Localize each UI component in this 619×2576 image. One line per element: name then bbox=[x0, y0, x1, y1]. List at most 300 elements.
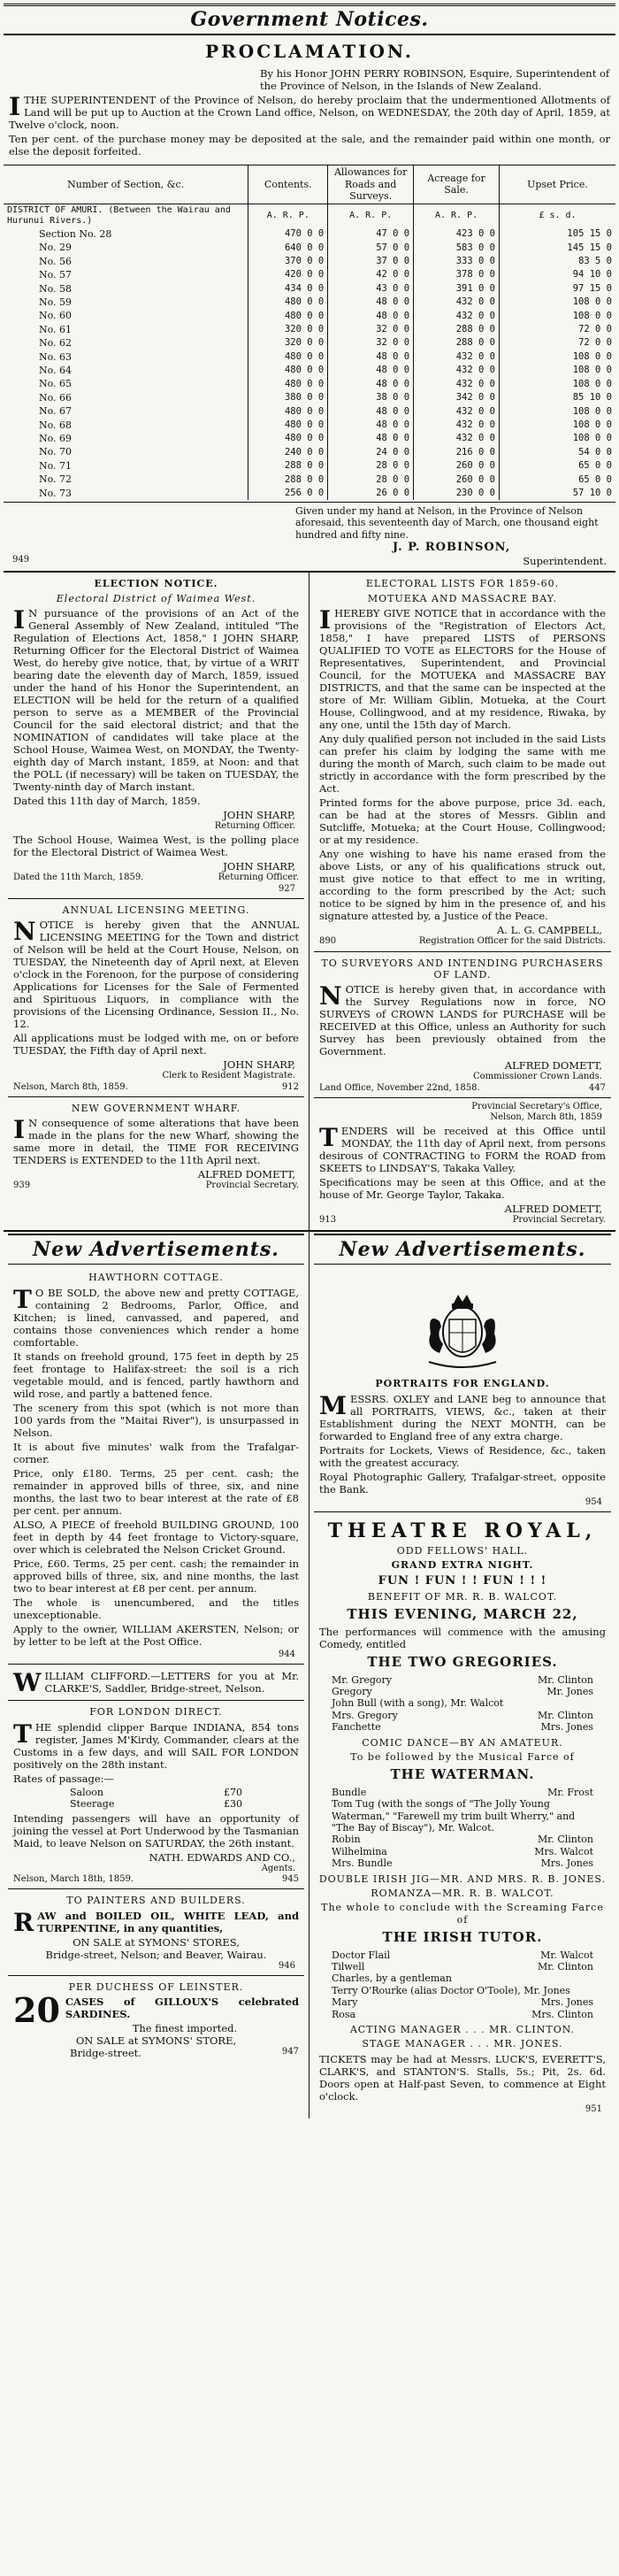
cottage-body: O BE SOLD, the above new and pretty COTTAGE, containing 2 Bedrooms, Parlor, Office, and Kitchen; is lined, canvassed, and papered, and contains those conveniences which render a home comfortable. bbox=[13, 1286, 299, 1349]
roads-cell: 48 0 0 bbox=[328, 432, 414, 445]
contents-cell: 420 0 0 bbox=[248, 268, 328, 281]
cottage-body-8: The whole is unencumbered, and the titles unexceptionable. bbox=[13, 1596, 299, 1622]
cast-row bbox=[332, 1949, 593, 1961]
cast-role: John Bull (with a song), Mr. Walcot bbox=[332, 1697, 504, 1710]
licensing-signer: JOHN SHARP, bbox=[223, 1058, 295, 1072]
election-dated-2: Dated the 11th March, 1859. bbox=[13, 873, 144, 883]
cast-role: Rosa bbox=[332, 2008, 356, 2020]
contents-cell: 480 0 0 bbox=[248, 364, 328, 377]
performances-intro: The performances will commence with the amusing Comedy, entitled bbox=[319, 1626, 606, 1651]
new-adv-title: New Advertisements. bbox=[33, 1237, 279, 1261]
comic-dance: COMIC DANCE—BY AN AMATEUR. bbox=[362, 1736, 563, 1749]
notice-number: 946 bbox=[278, 1960, 295, 1971]
notice-number: 947 bbox=[281, 2047, 299, 2057]
cast-actor: Mrs. Walcot bbox=[534, 1845, 593, 1857]
lists-subtitle: MOTUEKA AND MASSACRE BAY. bbox=[367, 592, 558, 604]
contents-cell: 380 0 0 bbox=[248, 391, 328, 404]
units-price: £ s. d. bbox=[500, 204, 616, 227]
table-row bbox=[4, 445, 615, 458]
cast-actor: Mr. Clinton bbox=[538, 1834, 593, 1846]
licensing-notice bbox=[8, 899, 304, 1097]
tenders-body-2: Specifications may be seen at this Office, and at the house of Mr. George Taylor, Takaka. bbox=[319, 1176, 606, 1202]
cottage-title: HAWTHORN COTTAGE. bbox=[88, 1272, 224, 1284]
theatre-title: THEATRE ROYAL, bbox=[327, 1519, 598, 1543]
lists-title: ELECTORAL LISTS FOR 1859-60. bbox=[365, 578, 560, 590]
painters-body: AW and BOILED OIL, WHITE LEAD, and TURPENTINE, in any quantities, bbox=[37, 1909, 299, 1934]
licensing-body: OTICE is hereby given that the ANNUAL LICENSING MEETING for the Town and district of Nelson will be held at the Court House, Nelson, on TUESDAY, the Nineteenth day of April next, at Eleven o'clock in the Forenoon, for the purpose of considering Applications for Licenses for the Sale of Fermented and Spirituous Liquors, in compliance with the provisions of the Licensing Ordinance, Session II., No. 12. bbox=[13, 919, 299, 1031]
contents-cell: 320 0 0 bbox=[248, 323, 328, 336]
acreage-cell: 288 0 0 bbox=[414, 323, 500, 336]
surveyors-notice bbox=[314, 952, 611, 1098]
table-row bbox=[4, 336, 615, 350]
section-header bbox=[4, 4, 615, 35]
lists-body-4: Any one wishing to have his name erased from the above Lists, or any of his qualifications struck out, must give notice to that effect to me in writing, according to the form prescribed by the Act; such notice to be signed by him in the presence of, and his signature attested by, a Justice of the Peace. bbox=[319, 848, 606, 923]
cottage-body-9: Apply to the owner, WILLIAM AKERSTEN, Nelson; or by letter to be left at the Post Office. bbox=[13, 1623, 299, 1649]
cast-list-3 bbox=[314, 1949, 611, 2020]
leinster-body-3: ON SALE at SYMONS' STORE, bbox=[75, 2034, 237, 2048]
play-waterman: THE WATERMAN. bbox=[390, 1766, 535, 1783]
cast-role: Charles, by a gentleman bbox=[332, 1972, 452, 1985]
price-cell: 94 10 0 bbox=[500, 268, 616, 281]
election-signer-2-title: Returning Officer. bbox=[218, 873, 299, 883]
theatre-subtitle: ODD FELLOWS' HALL. bbox=[396, 1544, 529, 1557]
surveyors-body: OTICE is hereby given that, in accordance with the Survey Regulations now in force, NO SURVEYS of CROWN LANDS for PURCHASE will be RECEIVED at this Office, unless an Authority for such Survey has been previously obtained from the Government. bbox=[319, 983, 606, 1058]
cast-role: Doctor Flail bbox=[332, 1949, 391, 1961]
cast-list-1 bbox=[314, 1674, 611, 1734]
contents-cell: 480 0 0 bbox=[248, 296, 328, 309]
london-body-2: Intending passengers will have an opportunity of joining the vessel at Port Underwood by the Tasmanian Maid, to leave Nelson on SATURDAY, the 26th instant. bbox=[13, 1811, 299, 1849]
acreage-cell: 216 0 0 bbox=[414, 445, 500, 458]
double-irish-jig: DOUBLE IRISH JIG—MR. AND MRS. R. B. JONES. bbox=[318, 1872, 607, 1885]
licensing-title: ANNUAL LICENSING MEETING. bbox=[62, 904, 250, 916]
cottage-advert bbox=[8, 1266, 304, 1665]
cottage-body-2: It stands on freehold ground, 175 feet in depth by 25 feet frontage to Halifax-street: the soil is a rich vegetable mould, and is fenced, partly hawthorn and wild rose, and partly a battened fence. bbox=[13, 1350, 299, 1400]
col-header-contents: Contents. bbox=[248, 165, 328, 204]
section-cell: No. 69 bbox=[39, 433, 73, 445]
steerage-rate: Steerage £30 bbox=[70, 1798, 242, 1811]
cast-row bbox=[332, 1697, 593, 1709]
table-row bbox=[4, 404, 615, 418]
election-subtitle: Electoral District of Waimea West. bbox=[56, 592, 256, 604]
price-cell: 72 0 0 bbox=[500, 323, 616, 336]
lists-signer: A. L. G. CAMPBELL, bbox=[496, 924, 602, 937]
roads-cell: 42 0 0 bbox=[328, 268, 414, 281]
acreage-cell: 432 0 0 bbox=[414, 296, 500, 309]
table-row bbox=[4, 419, 615, 432]
notice-number: 912 bbox=[281, 1081, 299, 1092]
price-cell: 57 10 0 bbox=[500, 487, 616, 500]
cast-role: Bundle bbox=[332, 1786, 367, 1798]
table-row bbox=[4, 268, 615, 281]
cast-actor: Mr. Clinton bbox=[538, 1960, 593, 1972]
notice-number: 913 bbox=[319, 1215, 337, 1226]
election-polling: The School House, Waimea West, is the polling place for the Electoral District of Waimea West. bbox=[13, 834, 299, 859]
this-evening: THIS EVENING, MARCH 22, bbox=[347, 1605, 578, 1622]
cast-actor: Mr. Clinton bbox=[538, 1709, 593, 1721]
contents-cell: 240 0 0 bbox=[248, 445, 328, 458]
wharf-signer: ALFRED DOMETT, bbox=[197, 1168, 295, 1181]
painters-body-3: Bridge-street, Nelson; and Beaver, Wairau. bbox=[45, 1948, 267, 1961]
price-cell: 108 0 0 bbox=[500, 419, 616, 432]
section-cell: No. 59 bbox=[39, 296, 73, 308]
roads-cell: 57 0 0 bbox=[328, 241, 414, 254]
table-row bbox=[4, 364, 615, 377]
section-cell: No. 63 bbox=[39, 350, 73, 363]
portraits-body-3: Royal Photographic Gallery, Trafalgar-street, opposite the Bank. bbox=[319, 1470, 606, 1496]
section-cell: No. 58 bbox=[39, 282, 73, 295]
surveyors-signer-title: Commissioner Crown Lands. bbox=[472, 1072, 602, 1082]
london-agents: NATH. EDWARDS AND CO., bbox=[149, 1850, 295, 1864]
section-cell: No. 68 bbox=[39, 419, 73, 431]
price-cell: 108 0 0 bbox=[500, 309, 616, 322]
notice-number: 890 bbox=[319, 936, 337, 947]
roads-cell: 47 0 0 bbox=[328, 227, 414, 241]
acreage-cell: 432 0 0 bbox=[414, 350, 500, 364]
drop-cap: T bbox=[13, 1284, 32, 1314]
cottage-body-5: Price, only £180. Terms, 25 per cent. cash; the remainder in approved bills of three, six, and nine months, the last two to bear interest at the rate of £8 per cent. per annum. bbox=[13, 1466, 299, 1518]
section-cell: No. 64 bbox=[39, 364, 73, 376]
clifford-advert bbox=[8, 1665, 304, 1701]
cast-actor: Mrs. Jones bbox=[540, 1721, 593, 1734]
signer-title: Superintendent. bbox=[523, 555, 607, 568]
cast-actor: Mr. Walcot bbox=[540, 1949, 593, 1961]
section-cell: No. 70 bbox=[39, 446, 73, 458]
table-row bbox=[4, 432, 615, 445]
price-cell: 54 0 0 bbox=[500, 445, 616, 458]
left-column bbox=[4, 573, 310, 1229]
acreage-cell: 583 0 0 bbox=[414, 241, 500, 254]
contents-cell: 256 0 0 bbox=[248, 487, 328, 500]
drop-cap: I bbox=[13, 1115, 26, 1145]
leinster-advert bbox=[8, 1976, 304, 2063]
contents-cell: 288 0 0 bbox=[248, 459, 328, 473]
price-cell: 72 0 0 bbox=[500, 336, 616, 350]
contents-cell: 370 0 0 bbox=[248, 255, 328, 268]
price-cell: 105 15 0 bbox=[500, 227, 616, 241]
acreage-cell: 432 0 0 bbox=[414, 404, 500, 418]
painters-title: TO PAINTERS AND BUILDERS. bbox=[66, 1895, 246, 1907]
cast-actor: Mrs. Clinton bbox=[531, 2008, 593, 2020]
royal-crest-icon bbox=[409, 1277, 516, 1374]
notice-number: 944 bbox=[278, 1649, 295, 1660]
proclamation-deposit: Ten per cent. of the purchase money may be deposited at the sale, and the remainder paid within one month, or else the deposit forfeited. bbox=[9, 133, 610, 158]
advertisements-columns bbox=[4, 1230, 615, 2118]
roads-cell: 32 0 0 bbox=[328, 323, 414, 336]
new-advertisements-header bbox=[8, 1234, 304, 1265]
table-row bbox=[4, 227, 615, 241]
portraits-caption: PORTRAITS FOR ENGLAND. bbox=[375, 1378, 550, 1390]
notice-number: 927 bbox=[278, 883, 295, 894]
acreage-cell: 432 0 0 bbox=[414, 364, 500, 377]
election-title: ELECTION NOTICE. bbox=[94, 578, 218, 590]
cast-row bbox=[332, 2009, 593, 2020]
price-cell: 108 0 0 bbox=[500, 377, 616, 390]
cottage-body-6: ALSO, A PIECE of freehold BUILDING GROUND, 100 feet in depth by 44 feet frontage to Victory-square, over which is celebrated the Nelson Cricket Ground. bbox=[13, 1519, 299, 1557]
cast-role: Tom Tug (with the songs of "The Jolly Young Waterman," "Farewell my trim built Wherry," and "The Bay of Biscay"), Mr. Walcot. bbox=[332, 1798, 576, 1834]
roads-cell: 38 0 0 bbox=[328, 391, 414, 404]
roads-cell: 32 0 0 bbox=[328, 336, 414, 350]
table-row bbox=[4, 487, 615, 500]
table-row bbox=[4, 473, 615, 486]
new-advertisements-header bbox=[314, 1234, 611, 1265]
wharf-signer-title: Provincial Secretary. bbox=[205, 1180, 299, 1191]
acreage-cell: 432 0 0 bbox=[414, 377, 500, 390]
cast-row bbox=[332, 1710, 593, 1721]
play-irish-tutor: THE IRISH TUTOR. bbox=[382, 1929, 543, 1946]
cast-row bbox=[332, 1961, 593, 1972]
units-contents: A. R. P. bbox=[248, 204, 328, 227]
roads-cell: 48 0 0 bbox=[328, 419, 414, 432]
cast-actor: Mr. Jones bbox=[546, 1686, 593, 1697]
section-cell: No. 60 bbox=[39, 310, 73, 322]
section-cell: Section No. 28 bbox=[39, 227, 112, 240]
table-row bbox=[4, 323, 615, 336]
cast-role: Robin bbox=[332, 1834, 361, 1846]
table-row bbox=[4, 350, 615, 364]
drop-cap: T bbox=[13, 1719, 32, 1749]
left-adv-column bbox=[4, 1232, 310, 2118]
london-advert bbox=[8, 1701, 304, 1889]
proclamation-notice bbox=[4, 41, 615, 567]
tickets-info: TICKETS may be had at Messrs. LUCK'S, EVERETT'S, CLARK'S, and STANTON'S. Stalls, 5s.; Pit, 2s. 6d. Doors open at Half-past Seven, to commence at Eight o'clock. bbox=[319, 2052, 606, 2103]
cases-number: 20 bbox=[13, 1990, 60, 2031]
surveyors-dated: Land Office, November 22nd, 1858. bbox=[319, 1082, 480, 1093]
cast-list-2 bbox=[314, 1787, 611, 1870]
cast-row bbox=[332, 1857, 593, 1869]
table-row bbox=[4, 282, 615, 296]
cast-row bbox=[332, 1985, 593, 1996]
notice-number: 949 bbox=[12, 555, 30, 565]
portraits-body: ESSRS. OXLEY and LANE beg to announce that all PORTRAITS, VIEWS, &c., taken at their Establishment during the NEXT MONTH, can be forwarded to England free of any extra charge. bbox=[319, 1392, 606, 1442]
london-agents-title: Agents. bbox=[261, 1863, 295, 1873]
contents-cell: 480 0 0 bbox=[248, 309, 328, 322]
notice-number: 945 bbox=[281, 1873, 299, 1884]
table-row bbox=[4, 296, 615, 309]
table-row bbox=[4, 377, 615, 390]
cast-role: Mrs. Bundle bbox=[332, 1857, 393, 1870]
col-header-roads: Allowances for Roads and Surveys. bbox=[328, 165, 414, 204]
table-row bbox=[4, 459, 615, 473]
drop-cap: I bbox=[13, 604, 26, 634]
portraits-body-2: Portraits for Lockets, Views of Residence, &c., taken with the greatest accuracy. bbox=[319, 1443, 606, 1469]
lists-body-3: Printed forms for the above purpose, price 3d. each, can be had at the stores of Messrs. Giblin and Sutcliffe, Motueka; at the Court House, Collingwood; or at my residence. bbox=[319, 796, 606, 847]
notice-number: 939 bbox=[13, 1180, 31, 1191]
units-roads: A. R. P. bbox=[328, 204, 414, 227]
cast-actor: Mrs. Jones bbox=[540, 1857, 593, 1870]
acreage-cell: 432 0 0 bbox=[414, 419, 500, 432]
acreage-cell: 423 0 0 bbox=[414, 227, 500, 241]
price-cell: 108 0 0 bbox=[500, 350, 616, 364]
roads-cell: 48 0 0 bbox=[328, 404, 414, 418]
cottage-body-3: The scenery from this spot (which is not more than 100 yards from the "Maitai River"), is unsurpassed in Nelson. bbox=[13, 1401, 299, 1439]
table-row bbox=[4, 309, 615, 322]
fun-line: FUN ! FUN ! ! FUN ! ! ! bbox=[378, 1573, 547, 1588]
acreage-cell: 333 0 0 bbox=[414, 255, 500, 268]
section-cell: No. 66 bbox=[39, 391, 73, 404]
benefit-line: BENEFIT OF MR. R. B. WALCOT. bbox=[367, 1590, 558, 1603]
allotments-table bbox=[4, 165, 615, 500]
section-cell: No. 71 bbox=[39, 459, 73, 472]
acreage-cell: 391 0 0 bbox=[414, 282, 500, 296]
saloon-rate: Saloon £70 bbox=[70, 1786, 242, 1798]
london-body: HE splendid clipper Barque INDIANA, 854 tons register, James M'Kirdy, Commander, clears at the Customs in a few days, and will SAIL FOR LONDON positively on the 28th instant. bbox=[13, 1720, 299, 1771]
roads-cell: 48 0 0 bbox=[328, 377, 414, 390]
cast-role: Tilwell bbox=[332, 1960, 365, 1972]
notice-number: 447 bbox=[588, 1082, 606, 1093]
grand-extra-night: GRAND EXTRA NIGHT. bbox=[391, 1559, 534, 1572]
election-body: N pursuance of the provisions of an Act of the General Assembly of New Zealand, intituled "The Regulation of Elections Act, 1858," I JOHN SHARP, Returning Officer for the Electoral District of Waimea West, do hereby give notice, that, by virtue of a WRIT bearing date the eleventh day of March, 1859, issued under the hand of his Honor the Superintendent, an ELECTION will be held for the return of a qualified person to serve as a MEMBER of the Provincial Council for the said electoral district; and that the NOMINATION of candidates will take place at the School House, Waimea West, on MONDAY, the Twenty-eighth day of March instant, 1859, at Noon: and that the POLL (if necessary) will be taken on TUESDAY, the Twenty-ninth day of March instant. bbox=[13, 606, 299, 794]
licensing-body-2: All applications must be lodged with me, on or before TUESDAY, the Fifth day of April next. bbox=[13, 1032, 299, 1057]
london-dated: Nelson, March 18th, 1859. bbox=[13, 1873, 134, 1884]
section-cell: No. 67 bbox=[39, 405, 73, 418]
roads-cell: 26 0 0 bbox=[328, 487, 414, 500]
price-cell: 108 0 0 bbox=[500, 296, 616, 309]
surveyors-title: TO SURVEYORS AND INTENDING PURCHASERS OF LAND. bbox=[321, 957, 604, 980]
section-cell: No. 56 bbox=[39, 255, 73, 267]
price-cell: 83 5 0 bbox=[500, 255, 616, 268]
contents-cell: 640 0 0 bbox=[248, 241, 328, 254]
tenders-notice bbox=[314, 1098, 611, 1230]
roads-cell: 43 0 0 bbox=[328, 282, 414, 296]
contents-cell: 480 0 0 bbox=[248, 350, 328, 364]
stage-manager: STAGE MANAGER . . . MR. JONES. bbox=[362, 2038, 563, 2050]
price-cell: 85 10 0 bbox=[500, 391, 616, 404]
cast-row bbox=[332, 1834, 593, 1845]
election-signer-2: JOHN SHARP, bbox=[223, 860, 295, 873]
drop-cap: T bbox=[319, 1123, 338, 1153]
price-cell: 65 0 0 bbox=[500, 459, 616, 473]
wharf-notice bbox=[8, 1097, 304, 1196]
cast-role: Mr. Gregory bbox=[332, 1673, 392, 1686]
cast-row bbox=[332, 1972, 593, 1984]
london-rates: Rates of passage:— bbox=[13, 1772, 115, 1785]
section-cell: No. 57 bbox=[39, 269, 73, 281]
licensing-signer-title: Clerk to Resident Magistrate. bbox=[162, 1071, 295, 1081]
cast-actor: Mr. Frost bbox=[547, 1786, 593, 1798]
proclamation-signer: J. P. ROBINSON, bbox=[393, 541, 511, 555]
roads-cell: 48 0 0 bbox=[328, 350, 414, 364]
cast-role: Terry O'Rourke (alias Doctor O'Toole), Mr. Jones bbox=[332, 1984, 570, 1996]
contents-cell: 480 0 0 bbox=[248, 419, 328, 432]
wharf-body: N consequence of some alterations that have been made in the plans for the new Wharf, showing the same more in detail, the TIME FOR RECEIVING TENDERS is EXTENDED to the 11th April next. bbox=[13, 1117, 299, 1167]
contents-cell: 434 0 0 bbox=[248, 282, 328, 296]
roads-cell: 48 0 0 bbox=[328, 296, 414, 309]
roads-cell: 37 0 0 bbox=[328, 255, 414, 268]
leinster-body: CASES of GILLOUX'S celebrated SARDINES. bbox=[65, 1995, 299, 2021]
acreage-cell: 342 0 0 bbox=[414, 391, 500, 404]
acreage-cell: 432 0 0 bbox=[414, 432, 500, 445]
newspaper-page bbox=[4, 4, 615, 2572]
tenders-office: Provincial Secretary's Office, bbox=[471, 1101, 602, 1111]
section-cell: No. 65 bbox=[39, 378, 73, 390]
leinster-body-4: Bridge-street. bbox=[70, 2047, 141, 2060]
contents-cell: 480 0 0 bbox=[248, 404, 328, 418]
proclamation-heading: PROCLAMATION. bbox=[205, 40, 414, 62]
drop-cap: N bbox=[13, 917, 36, 947]
right-adv-column bbox=[310, 1232, 615, 2118]
proclamation-body: ITHE SUPERINTENDENT of the Province of Nelson, do hereby proclaim that the undermentioned Allotments of Land will be put up to Auction at the Crown Land office, Nelson, on WEDNESDAY, the 20th day of April, 1859, at Twelve o'clock, noon. bbox=[9, 92, 610, 132]
acting-manager: ACTING MANAGER . . . MR. CLINTON. bbox=[349, 2023, 576, 2035]
roads-cell: 28 0 0 bbox=[328, 473, 414, 486]
cottage-body-4: It is about five minutes' walk from the Trafalgar-corner. bbox=[13, 1440, 299, 1465]
section-cell: No. 61 bbox=[39, 323, 73, 335]
election-signer-title: Returning Officer. bbox=[214, 821, 295, 832]
cast-row bbox=[332, 1846, 593, 1857]
drop-cap: M bbox=[319, 1390, 347, 1420]
cast-role: Fanchette bbox=[332, 1721, 381, 1734]
table-row bbox=[4, 255, 615, 268]
cast-role: Mrs. Gregory bbox=[332, 1709, 398, 1721]
roads-cell: 48 0 0 bbox=[328, 364, 414, 377]
district-label: DISTRICT OF AMURI. (Between the Wairau and Hurunui Rivers.) bbox=[7, 204, 231, 226]
leinster-body-2: The finest imported. bbox=[132, 2022, 238, 2035]
right-column bbox=[310, 573, 615, 1229]
lists-body: HEREBY GIVE NOTICE that in accordance with the provisions of the "Registration of Electors Act, 1858," I have prepared LISTS of PERSONS QUALIFIED TO VOTE as ELECTORS for the House of Representatives, Superintendent, and Provincial Council, for the MOTUEKA and MASSACRE BAY DISTRICTS, and that the same can be inspected at the store of Mr. William Giblin, Motueka, at the Court House, Collingwood, and at my residence, Riwaka, by any one, until the 15th day of March. bbox=[319, 606, 606, 732]
tenders-signer-title: Provincial Secretary. bbox=[512, 1215, 606, 1226]
price-cell: 65 0 0 bbox=[500, 473, 616, 486]
cast-role: Gregory bbox=[332, 1686, 372, 1697]
cast-row bbox=[332, 1721, 593, 1733]
cast-row bbox=[332, 1686, 593, 1697]
contents-cell: 480 0 0 bbox=[248, 377, 328, 390]
price-cell: 108 0 0 bbox=[500, 404, 616, 418]
conclude-line: The whole to conclude with the Screaming Farce of bbox=[321, 1902, 604, 1926]
contents-cell: 288 0 0 bbox=[248, 473, 328, 486]
play-two-gregories: THE TWO GREGORIES. bbox=[367, 1654, 558, 1671]
acreage-cell: 378 0 0 bbox=[414, 268, 500, 281]
acreage-cell: 260 0 0 bbox=[414, 473, 500, 486]
acreage-cell: 260 0 0 bbox=[414, 459, 500, 473]
section-cell: No. 73 bbox=[39, 487, 73, 499]
theatre-advert bbox=[314, 1512, 611, 2118]
tenders-signer: ALFRED DOMETT, bbox=[504, 1203, 602, 1216]
table-row bbox=[4, 241, 615, 254]
drop-cap: W bbox=[13, 1668, 42, 1698]
section-cell: No. 29 bbox=[39, 242, 73, 254]
acreage-cell: 230 0 0 bbox=[414, 487, 500, 500]
contents-cell: 470 0 0 bbox=[248, 227, 328, 241]
proclamation-byline: By his Honor JOHN PERRY ROBINSON, Esquire, Superintendent of the Province of Nelson, in the Islands of New Zealand. bbox=[260, 67, 610, 93]
election-signer: JOHN SHARP, bbox=[223, 809, 295, 822]
cast-row bbox=[332, 1996, 593, 2008]
col-header-section: Number of Section, &c. bbox=[4, 165, 248, 204]
cast-row bbox=[332, 1674, 593, 1686]
cottage-body-7: Price, £60. Terms, 25 per cent. cash; the remainder in approved bills of three, six, and nine months, the last two to bear interest at £8 per cent. per annum. bbox=[13, 1557, 299, 1596]
painters-advert bbox=[8, 1889, 304, 1976]
wharf-title: NEW GOVERNMENT WHARF. bbox=[71, 1102, 241, 1114]
cast-row bbox=[332, 1798, 593, 1834]
contents-cell: 320 0 0 bbox=[248, 336, 328, 350]
units-acreage: A. R. P. bbox=[414, 204, 500, 227]
roads-cell: 48 0 0 bbox=[328, 309, 414, 322]
acreage-cell: 432 0 0 bbox=[414, 309, 500, 322]
cast-role: Wilhelmina bbox=[332, 1845, 387, 1857]
london-title: FOR LONDON DIRECT. bbox=[89, 1706, 223, 1719]
lists-signer-title: Registration Officer for the said Districts. bbox=[418, 936, 606, 947]
price-cell: 108 0 0 bbox=[500, 432, 616, 445]
notice-number: 954 bbox=[585, 1496, 602, 1507]
roads-cell: 28 0 0 bbox=[328, 459, 414, 473]
section-title: Government Notices. bbox=[190, 8, 429, 31]
drop-cap: N bbox=[319, 981, 342, 1011]
drop-cap: R bbox=[13, 1907, 34, 1937]
tenders-body: ENDERS will be received at this Office until MONDAY, the 11th day of April next, from persons desirous of CONTRACTING to FORM the ROAD from SKEETS to LINDSAY'S, Takaka Valley. bbox=[319, 1125, 606, 1175]
notices-columns bbox=[4, 571, 615, 1229]
cast-actor: Mrs. Jones bbox=[540, 1996, 593, 2009]
surveyors-signer: ALFRED DOMETT, bbox=[504, 1059, 602, 1073]
cast-actor: Mr. Clinton bbox=[538, 1673, 593, 1686]
election-notice bbox=[8, 573, 304, 899]
